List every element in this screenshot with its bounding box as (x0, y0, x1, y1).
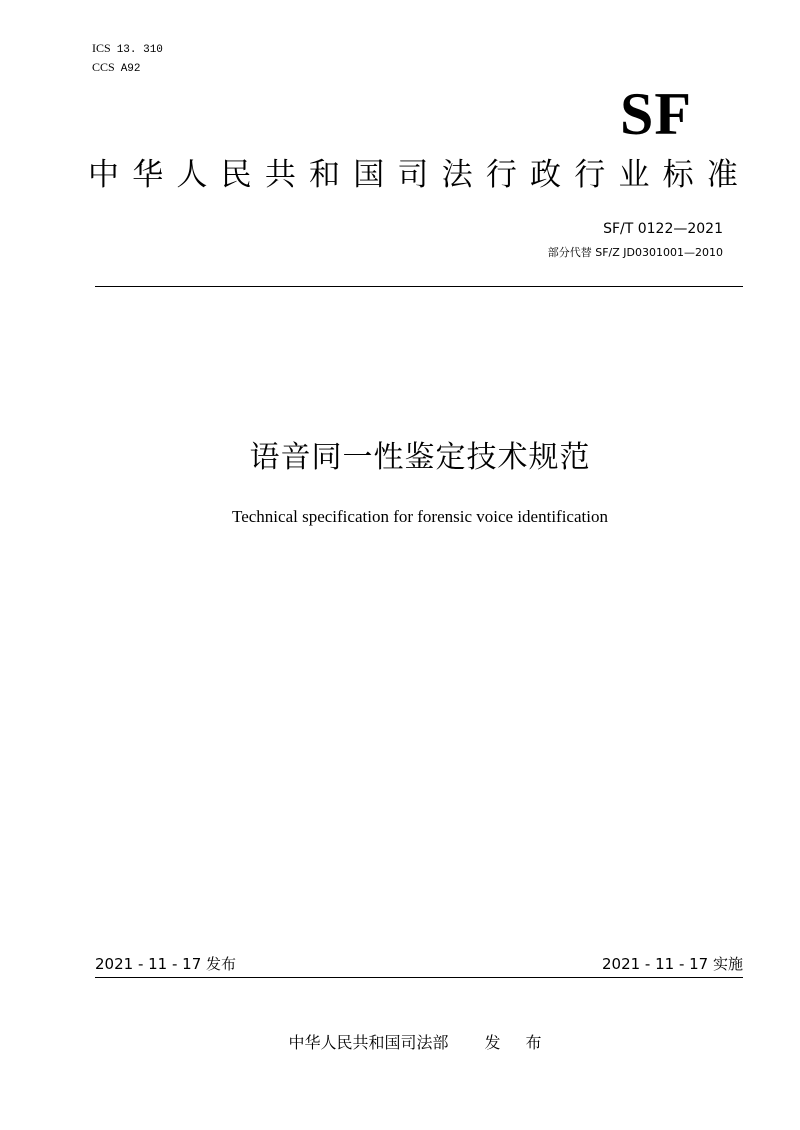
category-char: 司 (397, 157, 429, 193)
footer-divider (95, 977, 743, 978)
category-char: 业 (618, 157, 650, 193)
issuer-name: 中华人民共和国司法部 (288, 1033, 449, 1052)
implementation-date: 2021 - 11 - 17 实施 (601, 955, 743, 973)
standard-category (88, 155, 738, 195)
ccs-value: A92 (120, 63, 141, 75)
replaces-note: 部分代替 SF/Z JD0301001—2010 (547, 246, 723, 259)
category-char: 人 (176, 157, 208, 193)
category-char: 政 (530, 157, 562, 193)
category-char: 民 (220, 157, 252, 193)
category-char: 标 (662, 157, 694, 193)
standard-number: SF/T 0122—2021 (603, 221, 723, 237)
document-title-chinese: 语音同一性鉴定技术规范 (249, 440, 591, 475)
category-char: 法 (441, 157, 473, 193)
issue-date: 2021 - 11 - 17 发布 (95, 955, 237, 973)
category-char: 华 (132, 157, 164, 193)
issuer-line (0, 1033, 800, 1053)
category-char: 共 (264, 157, 296, 193)
ics-value: 13. 310 (116, 44, 163, 56)
document-title-english: Technical specification for forensic voice identification (232, 507, 608, 526)
category-char: 中 (88, 157, 119, 193)
ics-classification (92, 41, 163, 57)
category-char: 行 (485, 157, 517, 193)
category-char: 准 (706, 157, 738, 193)
header-divider (95, 286, 743, 287)
ccs-label: CCS (92, 60, 115, 74)
sf-logo: SF (619, 81, 692, 147)
category-char: 和 (309, 157, 341, 193)
category-char: 国 (353, 157, 385, 193)
issuer-action: 发 布 (484, 1033, 552, 1052)
ics-label: ICS (92, 41, 111, 55)
category-char: 行 (574, 157, 606, 193)
ccs-classification (92, 60, 141, 76)
